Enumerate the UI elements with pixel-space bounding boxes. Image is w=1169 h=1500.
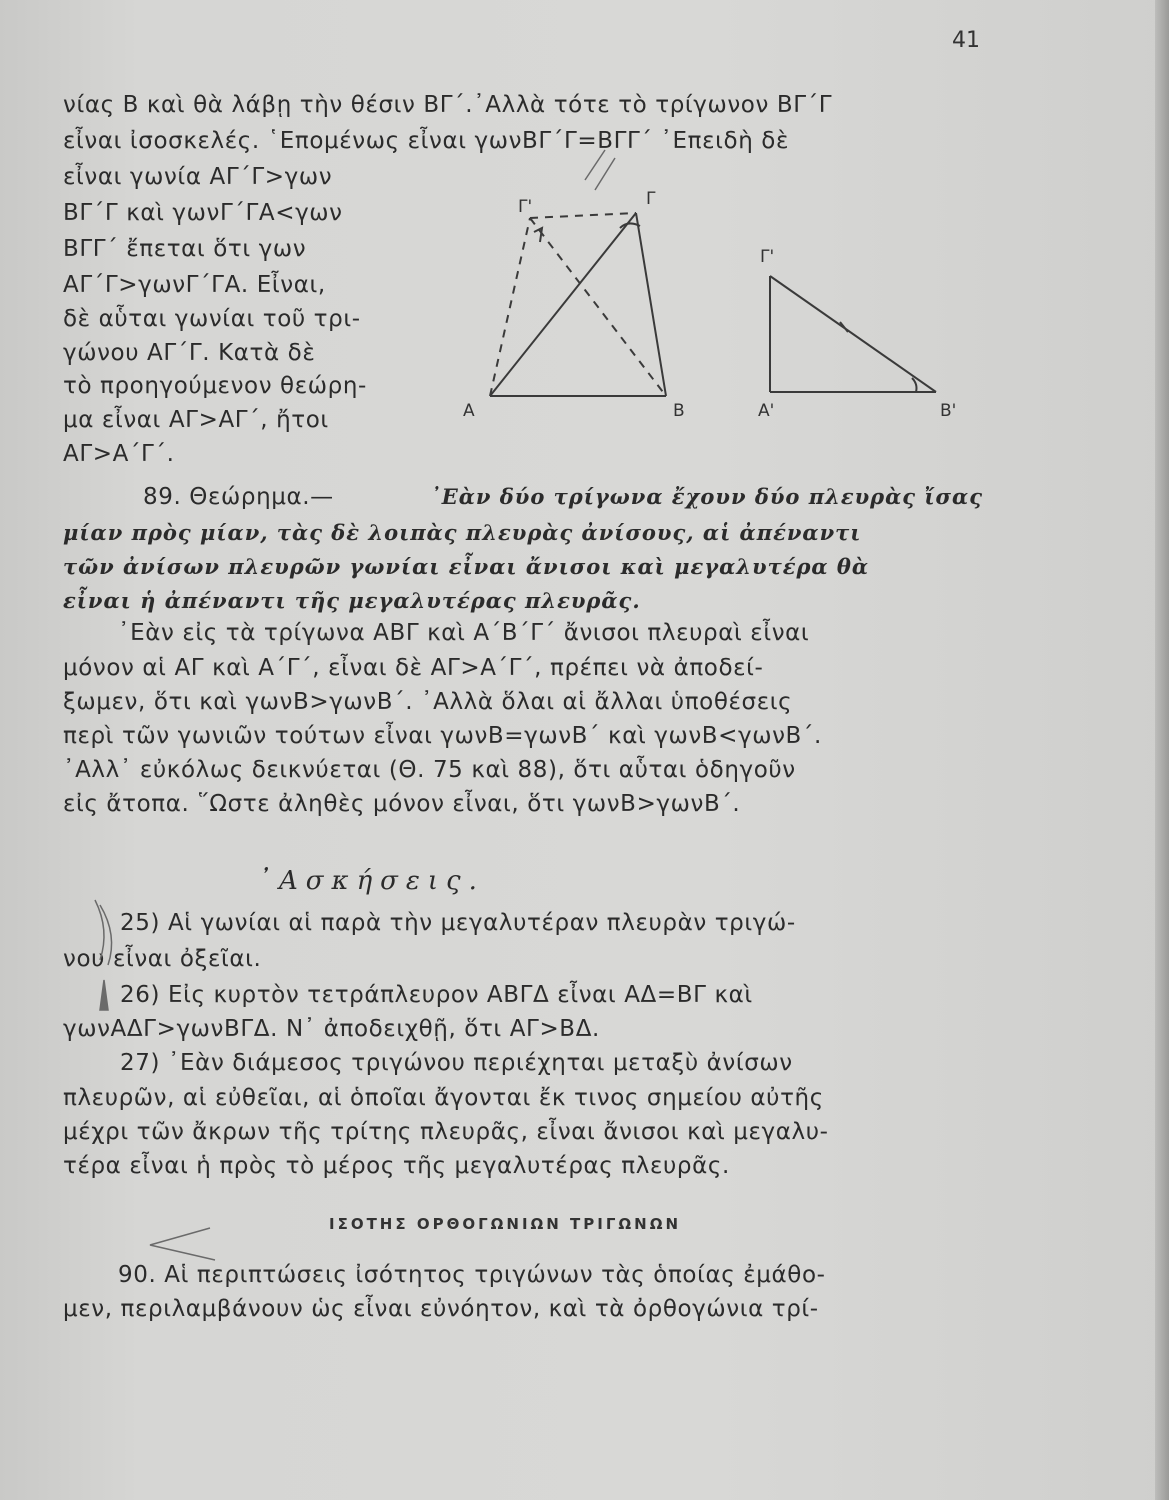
paragraph-line: μεν, περιλαμβάνουν ὡς εἶναι εὐνόητον, καὶ τὰ ὀρθογώνια τρί- bbox=[63, 1296, 819, 1322]
proof-line: εἰς ἄτοπα. ῞Ωστε ἀληθὲς μόνον εἶναι, ὅτι γωνΒ>γωνΒ΄. bbox=[63, 791, 741, 817]
section-title: ΙΣΟΤΗΣ ΟΡΘΟΓΩΝΙΩΝ ΤΡΙΓΩΝΩΝ bbox=[329, 1215, 682, 1233]
pencil-stroke bbox=[95, 900, 112, 965]
label-a-prime: Α' bbox=[758, 401, 775, 421]
text-line: γώνου ΑΓ΄Γ. Κατὰ δὲ bbox=[63, 340, 316, 366]
text-line: ΒΓΓ΄ ἔπεται ὅτι γων bbox=[63, 236, 307, 262]
exercise-line: γωνΑΔΓ>γωνΒΓΔ. Ν᾿ ἀποδειχθῇ, ὅτι ΑΓ>ΒΔ. bbox=[63, 1016, 600, 1042]
theorem-line: εἶναι ἡ ἀπέναντι τῆς μεγαλυτέρας πλευρᾶς. bbox=[63, 588, 641, 613]
proof-line: περὶ τῶν γωνιῶν τούτων εἶναι γωνΒ=γωνΒ΄ καὶ γωνΒ<γωνΒ΄. bbox=[63, 723, 822, 749]
paragraph-line: 90. Αἱ περιπτώσεις ἰσότητος τριγώνων τὰς ὁποίας ἐμάθο- bbox=[118, 1262, 826, 1288]
text-line: ΑΓ>Α΄Γ΄. bbox=[63, 441, 175, 467]
exercise-line: 26) Εἰς κυρτὸν τετράπλευρον ΑΒΓΔ εἶναι ΑΔ=ΒΓ καὶ bbox=[120, 982, 753, 1008]
exercise-line: 25) Αἱ γωνίαι αἱ παρὰ τὴν μεγαλυτέραν πλευρὰν τριγώ- bbox=[120, 910, 796, 936]
text-line: δὲ αὗται γωνίαι τοῦ τρι- bbox=[63, 306, 361, 332]
proof-line: ξωμεν, ὅτι καὶ γωνΒ>γωνΒ΄. ᾿Αλλὰ ὅλαι αἱ ἄλλαι ὑποθέσεις bbox=[63, 689, 793, 715]
text-line: ΑΓ΄Γ>γωνΓ΄ΓΑ. Εἶναι, bbox=[63, 272, 326, 298]
exercise-line: μέχρι τῶν ἄκρων τῆς τρίτης πλευρᾶς, εἶναι ἄνισοι καὶ μεγαλυ- bbox=[63, 1119, 829, 1145]
theorem-title: 89. Θεώρημα.— bbox=[143, 484, 334, 510]
pencil-stroke bbox=[100, 980, 108, 1010]
text-line: νίας Β καὶ θὰ λάβῃ τὴν θέσιν ΒΓ΄.᾿Αλλὰ τότε τὸ τρίγωνον ΒΓ΄Γ bbox=[63, 92, 833, 118]
pencil-stroke bbox=[585, 150, 615, 190]
exercise-line: πλευρῶν, αἱ εὐθεῖαι, αἱ ὁποῖαι ἄγονται ἔκ τινος σημείου αὐτῆς bbox=[63, 1085, 824, 1111]
exercises-heading: ᾿Ασκήσεις. bbox=[258, 866, 485, 896]
text-line: ΒΓ΄Γ καὶ γωνΓ΄ΓΑ<γων bbox=[63, 200, 343, 226]
text-line: εἶναι ἰσοσκελές. ῾Επομένως εἶναι γωνΒΓ΄Γ=ΒΓΓ΄ ᾿Επειδὴ δὲ bbox=[63, 128, 790, 154]
proof-line: ᾿Εὰν εἰς τὰ τρίγωνα ΑΒΓ καὶ Α΄Β΄Γ΄ ἄνισοι πλευραὶ εἶναι bbox=[118, 620, 810, 646]
theorem-statement: ᾿Εὰν δύο τρίγωνα ἔχουν δύο πλευρὰς ἴσας bbox=[430, 484, 983, 509]
label-b: Β bbox=[673, 401, 685, 421]
label-b-prime: Β' bbox=[940, 401, 957, 421]
page-number: 41 bbox=[952, 28, 980, 53]
exercise-line: νου εἶναι ὀξεῖαι. bbox=[63, 946, 262, 972]
exercise-line: 27) ᾿Εὰν διάμεσος τριγώνου περιέχηται μεταξὺ ἀνίσων bbox=[120, 1050, 793, 1076]
theorem-line: τῶν ἀνίσων πλευρῶν γωνίαι εἶναι ἄνισοι καὶ μεγαλυτέρα θὰ bbox=[63, 554, 870, 579]
proof-line: ᾿Αλλ᾿ εὐκόλως δεικνύεται (Θ. 75 καὶ 88), ὅτι αὗται ὁδηγοῦν bbox=[63, 757, 796, 783]
label-gamma-prime: Γ' bbox=[518, 197, 533, 217]
label-gamma-prime-2: Γ' bbox=[760, 247, 775, 267]
text-line: εἶναι γωνία ΑΓ΄Γ>γων bbox=[63, 164, 333, 190]
proof-line: μόνον αἱ ΑΓ καὶ Α΄Γ΄, εἶναι δὲ ΑΓ>Α΄Γ΄, πρέπει νὰ ἀποδεί- bbox=[63, 655, 764, 681]
text-line: τὸ προηγούμενον θεώρη- bbox=[63, 373, 367, 399]
label-gamma: Γ bbox=[646, 189, 656, 209]
text-line: μα εἶναι ΑΓ>ΑΓ΄, ἤτοι bbox=[63, 407, 329, 433]
exercise-line: τέρα εἶναι ἡ πρὸς τὸ μέρος τῆς μεγαλυτέρας πλευρᾶς. bbox=[63, 1153, 730, 1179]
theorem-line: μίαν πρὸς μίαν, τὰς δὲ λοιπὰς πλευρὰς ἀνίσους, αἱ ἀπέναντι bbox=[63, 520, 862, 545]
label-a: Α bbox=[463, 401, 475, 421]
pencil-arrow bbox=[150, 1228, 215, 1260]
